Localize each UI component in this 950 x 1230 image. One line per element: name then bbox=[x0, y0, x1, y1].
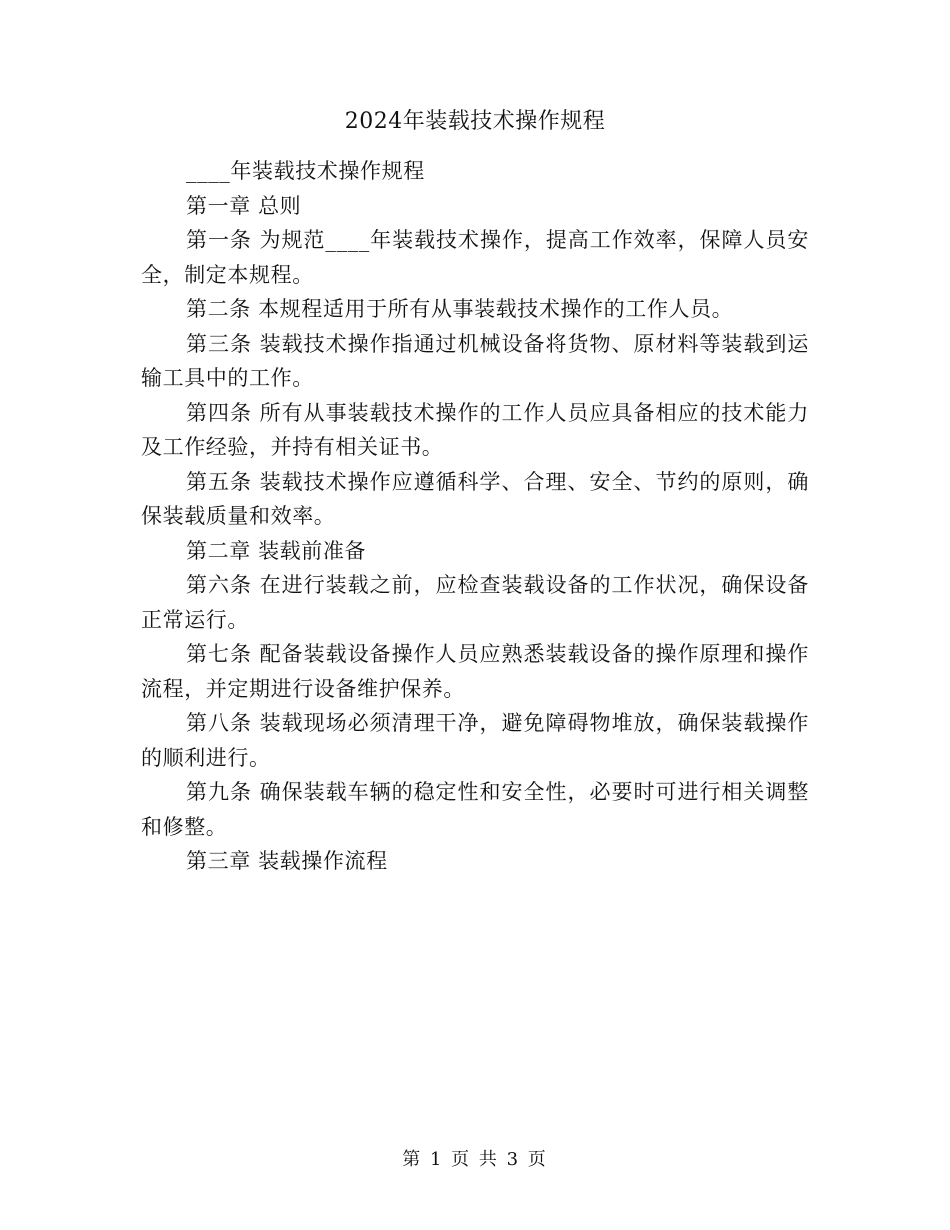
paragraph-heading: ____年装载技术操作规程 bbox=[186, 159, 425, 183]
article-4: 第四条 所有从事装载技术操作的工作人员应具备相应的技术能力及工作经验，并持有相关证书。 bbox=[141, 400, 809, 459]
article-8: 第八条 装载现场必须清理干净，避免障碍物堆放，确保装载操作的顺利进行。 bbox=[141, 711, 809, 770]
page-number-footer: 第 1 页 共 3 页 bbox=[402, 1149, 548, 1170]
chapter-2-heading: 第二章 装载前准备 bbox=[186, 538, 367, 563]
document-body bbox=[141, 154, 809, 879]
article-3: 第三条 装载技术操作指通过机械设备将货物、原材料等装载到运输工具中的工作。 bbox=[141, 331, 809, 390]
chapter-1-heading: 第一章 总则 bbox=[186, 193, 302, 218]
article-9: 第九条 确保装载车辆的稳定性和安全性，必要时可进行相关调整和修整。 bbox=[141, 780, 809, 839]
article-1: 第一条 为规范____年装载技术操作，提高工作效率，保障人员安全，制定本规程。 bbox=[141, 228, 809, 287]
article-5: 第五条 装载技术操作应遵循科学、合理、安全、节约的原则，确保装载质量和效率。 bbox=[141, 469, 809, 528]
article-6: 第六条 在进行装载之前，应检查装载设备的工作状况，确保设备正常运行。 bbox=[141, 573, 809, 632]
document-title: 2024年装载技术操作规程 bbox=[344, 109, 606, 134]
article-7: 第七条 配备装载设备操作人员应熟悉装载设备的操作原理和操作流程，并定期进行设备维护保养。 bbox=[141, 642, 809, 701]
article-2: 第二条 本规程适用于所有从事装载技术操作的工作人员。 bbox=[186, 297, 734, 321]
chapter-3-heading: 第三章 装载操作流程 bbox=[186, 849, 388, 873]
